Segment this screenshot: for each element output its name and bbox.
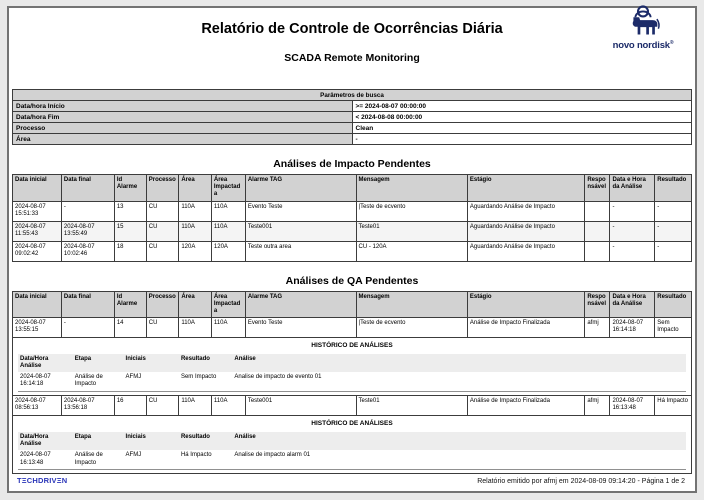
history-header-row xyxy=(18,354,686,372)
table-cell: 120A xyxy=(179,241,212,261)
table-cell: 110A xyxy=(211,221,245,241)
param-row xyxy=(13,112,692,123)
table-cell: AFMJ xyxy=(124,450,179,470)
qa-pending-table xyxy=(12,291,692,475)
table-cell: 14 xyxy=(114,318,146,338)
history-column-header: Etapa xyxy=(73,432,124,450)
page-title: Relatório de Controle de Ocorrências Diária xyxy=(201,21,503,37)
table-cell: Sem Impacto xyxy=(655,318,692,338)
history-column-header: Iniciais xyxy=(124,354,179,372)
table-cell: 110A xyxy=(211,318,245,338)
column-header: Processo xyxy=(146,175,179,202)
table-row xyxy=(13,241,692,261)
column-header: Alarme TAG xyxy=(245,175,356,202)
table-cell: 2024-08-07 13:56:18 xyxy=(61,396,114,416)
table-cell xyxy=(585,221,610,241)
history-column-header: Análise xyxy=(232,432,686,450)
search-params-table xyxy=(12,89,692,145)
column-header: Id Alarme xyxy=(114,291,146,318)
table-cell: Teste001 xyxy=(245,396,356,416)
table-cell: 2024-08-07 16:13:48 xyxy=(610,396,655,416)
table-cell: 18 xyxy=(114,241,146,261)
table-cell: CU - 120A xyxy=(356,241,467,261)
table-cell: Há Impacto xyxy=(655,396,692,416)
column-header: Resultado xyxy=(655,291,692,318)
history-data-row xyxy=(18,372,686,392)
column-header: Mensagem xyxy=(356,175,467,202)
table-cell: 2024-08-07 16:14:18 xyxy=(610,318,655,338)
table-cell: Análise de Impacto Finalizada xyxy=(467,396,584,416)
table-cell: |Teste de ecvento xyxy=(356,318,467,338)
table-cell xyxy=(585,241,610,261)
table-cell: afmj xyxy=(585,396,610,416)
column-header: Estágio xyxy=(467,175,584,202)
table-cell: - xyxy=(610,201,655,221)
history-row xyxy=(13,416,692,474)
table-cell: Análise de Impacto Finalizada xyxy=(467,318,584,338)
param-label: Área xyxy=(13,134,353,145)
table-cell: CU xyxy=(146,318,179,338)
registered-mark: ® xyxy=(669,40,674,46)
table-cell: 2024-08-07 09:02:42 xyxy=(13,241,62,261)
history-column-header: Etapa xyxy=(73,354,124,372)
column-header: Resultado xyxy=(655,175,692,202)
table-cell: Teste01 xyxy=(356,221,467,241)
column-header: Área Impactada xyxy=(211,291,245,318)
param-value: - xyxy=(352,134,692,145)
table-cell: 110A xyxy=(179,318,212,338)
column-header: Área xyxy=(179,291,212,318)
column-header: Área Impactada xyxy=(211,175,245,202)
table-cell: |Teste de ecvento xyxy=(356,201,467,221)
table-cell: Análise de Impacto xyxy=(73,450,124,470)
novo-nordisk-bull-icon xyxy=(620,4,666,40)
footer-emission-text: Relatório emitido por afmj em 2024-08-09 09:14:20 - Página 1 de 2 xyxy=(477,478,685,485)
param-label: Processo xyxy=(13,123,353,134)
table-cell: Análise de Impacto xyxy=(73,372,124,392)
param-value: < 2024-08-08 00:00:00 xyxy=(352,112,692,123)
column-header: Área xyxy=(179,175,212,202)
table-cell: Analise de impacto de evento 01 xyxy=(232,372,686,392)
param-label: Data/hora Início xyxy=(13,101,353,112)
table-header-row xyxy=(13,291,692,318)
table-cell: 110A xyxy=(179,396,212,416)
impact-section-title: Análises de Impacto Pendentes xyxy=(273,158,431,170)
table-cell: Evento Teste xyxy=(245,318,356,338)
param-value: >= 2024-08-07 00:00:00 xyxy=(352,101,692,112)
table-cell: 2024-08-07 13:55:15 xyxy=(13,318,62,338)
table-cell: CU xyxy=(146,241,179,261)
table-cell: Teste outra area xyxy=(245,241,356,261)
novo-nordisk-wordmark: novo nordisk® xyxy=(612,40,674,52)
table-cell: Há Impacto xyxy=(179,450,232,470)
column-header: Data inicial xyxy=(13,291,62,318)
param-row xyxy=(13,101,692,112)
history-column-header: Data/Hora Análise xyxy=(18,432,73,450)
table-cell: 110A xyxy=(179,221,212,241)
table-cell: Aguardando Análise de Impacto xyxy=(467,221,584,241)
table-cell: - xyxy=(655,241,692,261)
column-header: Responsável xyxy=(585,175,610,202)
param-value: Clean xyxy=(352,123,692,134)
history-table xyxy=(18,354,686,392)
column-header: Processo xyxy=(146,291,179,318)
table-row xyxy=(13,201,692,221)
history-column-header: Resultado xyxy=(179,432,232,450)
column-header: Data e Hora da Análise xyxy=(610,175,655,202)
table-cell: 110A xyxy=(179,201,212,221)
table-cell: CU xyxy=(146,221,179,241)
table-cell: 2024-08-07 10:02:46 xyxy=(61,241,114,261)
history-column-header: Análise xyxy=(232,354,686,372)
column-header: Data inicial xyxy=(13,175,62,202)
table-cell: - xyxy=(610,241,655,261)
techdriven-logo: TΞCHDRIVΞN xyxy=(17,476,68,485)
params-title: Parâmetros de busca xyxy=(13,90,692,101)
column-header: Alarme TAG xyxy=(245,291,356,318)
report-page xyxy=(7,6,697,493)
table-cell: Aguardando Análise de Impacto xyxy=(467,241,584,261)
history-cell xyxy=(13,416,692,474)
table-cell: - xyxy=(610,221,655,241)
table-cell: 2024-08-07 15:51:33 xyxy=(13,201,62,221)
history-header-row xyxy=(18,432,686,450)
table-cell: afmj xyxy=(585,318,610,338)
table-cell: CU xyxy=(146,396,179,416)
table-cell: 2024-08-07 16:13:48 xyxy=(18,450,73,470)
history-data-row xyxy=(18,450,686,470)
table-cell xyxy=(585,201,610,221)
param-row xyxy=(13,134,692,145)
history-column-header: Data/Hora Análise xyxy=(18,354,73,372)
impact-pending-table xyxy=(12,174,692,262)
impact-table-body xyxy=(13,201,692,261)
table-cell: 2024-08-07 13:55:49 xyxy=(61,221,114,241)
history-title: HISTÓRICO DE ANÁLISES xyxy=(311,420,393,428)
table-cell: 2024-08-07 11:55:43 xyxy=(13,221,62,241)
page-footer xyxy=(17,476,685,485)
column-header: Estágio xyxy=(467,291,584,318)
table-cell: CU xyxy=(146,201,179,221)
table-cell: - xyxy=(655,201,692,221)
history-row xyxy=(13,338,692,396)
table-cell: Evento Teste xyxy=(245,201,356,221)
qa-section-title: Análises de QA Pendentes xyxy=(285,274,419,287)
report-header xyxy=(12,8,692,64)
column-header: Responsável xyxy=(585,291,610,318)
history-title: HISTÓRICO DE ANÁLISES xyxy=(311,342,393,350)
table-row xyxy=(13,90,692,101)
table-cell: - xyxy=(61,201,114,221)
table-cell: 2024-08-07 16:14:18 xyxy=(18,372,73,392)
table-cell: 13 xyxy=(114,201,146,221)
table-row xyxy=(13,318,692,338)
param-label: Data/hora Fim xyxy=(13,112,353,123)
table-cell: Teste01 xyxy=(356,396,467,416)
table-cell: 110A xyxy=(211,201,245,221)
table-cell: 2024-08-07 08:56:13 xyxy=(13,396,62,416)
table-row xyxy=(13,396,692,416)
table-cell: Sem Impacto xyxy=(179,372,232,392)
novo-nordisk-logo xyxy=(600,4,686,51)
history-column-header: Resultado xyxy=(179,354,232,372)
column-header: Data e Hora da Análise xyxy=(610,291,655,318)
history-cell xyxy=(13,338,692,396)
table-cell: Analise de impacto alarm 01 xyxy=(232,450,686,470)
table-cell: 120A xyxy=(211,241,245,261)
table-cell: 15 xyxy=(114,221,146,241)
table-cell: 110A xyxy=(211,396,245,416)
table-header-row xyxy=(13,175,692,202)
param-row xyxy=(13,123,692,134)
table-cell: - xyxy=(655,221,692,241)
table-cell: Teste001 xyxy=(245,221,356,241)
history-table xyxy=(18,432,686,470)
history-column-header: Iniciais xyxy=(124,432,179,450)
table-cell: 16 xyxy=(114,396,146,416)
table-cell: AFMJ xyxy=(124,372,179,392)
table-row xyxy=(13,221,692,241)
column-header: Data final xyxy=(61,175,114,202)
page-subtitle: SCADA Remote Monitoring xyxy=(284,52,420,64)
table-cell: - xyxy=(61,318,114,338)
table-cell: Aguardando Análise de Impacto xyxy=(467,201,584,221)
column-header: Mensagem xyxy=(356,291,467,318)
column-header: Id Alarme xyxy=(114,175,146,202)
column-header: Data final xyxy=(61,291,114,318)
